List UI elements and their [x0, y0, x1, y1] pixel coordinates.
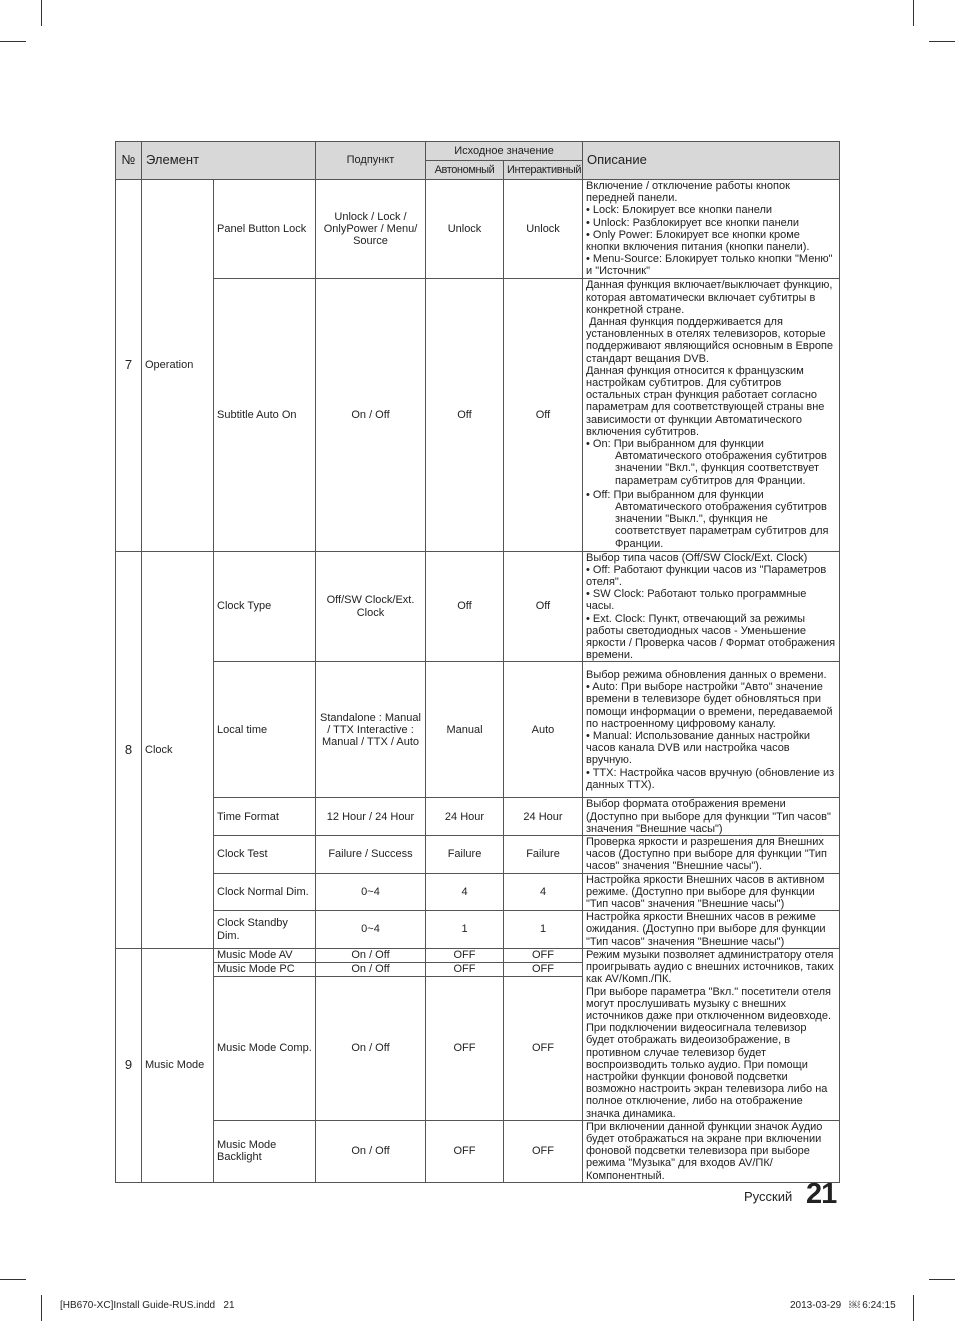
row-standalone: Off: [426, 278, 504, 551]
table-row: [116, 948, 840, 962]
row-options: 0~4: [316, 911, 426, 949]
row-description: Выбор режима обновления данных о времени. • Auto: При выборе настройки "Авто" значение времени в телевизоре будет обновляться при помощи информации о времени, передаваемой по настроенному цифровому каналу. • Manual: Использование данных настройки часов канала DVB или настройка часов вручную. • TTX: Настройка часов вручную (обновление из данных TTX).: [583, 662, 840, 798]
row-subitem: Clock Test: [214, 836, 316, 874]
row-subitem: Music Mode AV: [214, 948, 316, 962]
row-standalone: Unlock: [426, 180, 504, 279]
table-row: [116, 278, 840, 551]
row-subitem: Clock Type: [214, 551, 316, 662]
row-description: Настройка яркости Внешних часов в режиме ожидания. (Доступно при выборе для функции "Тип часов" значения "Внешние часы"): [583, 911, 840, 949]
row-interactive: OFF: [504, 977, 583, 1121]
row-standalone: 24 Hour: [426, 798, 504, 836]
table-row: [116, 180, 840, 279]
row-subitem: Time Format: [214, 798, 316, 836]
row-options: Off/SW Clock/Ext. Clock: [316, 551, 426, 662]
row-options: Failure / Success: [316, 836, 426, 874]
header-interactive: Интерактивный: [504, 161, 583, 180]
slug-file: [HB670-XC]Install Guide-RUS.indd 21: [60, 1300, 235, 1311]
row-interactive: 1: [504, 911, 583, 949]
table-row: [116, 551, 840, 662]
row-description: При включении данной функции значок Аудио будет отображаться на экране при включении фоновой подсветки телевизора при выборе режима "Музыка" для входов AV/ПК/Компонентный.: [583, 1120, 840, 1182]
row-options: 12 Hour / 24 Hour: [316, 798, 426, 836]
group-name: Operation: [142, 180, 214, 552]
table-row: [116, 911, 840, 949]
group-name: Clock: [142, 551, 214, 948]
header-default: Исходное значение: [426, 142, 583, 161]
row-interactive: OFF: [504, 962, 583, 976]
header-standalone: Автономный: [426, 161, 504, 180]
row-options: Unlock / Lock / OnlyPower / Menu/ Source: [316, 180, 426, 279]
header-no: №: [116, 142, 142, 180]
row-standalone: 4: [426, 873, 504, 911]
crop-mark: [913, 1295, 914, 1321]
crop-mark: [913, 0, 914, 26]
crop-mark: [929, 41, 955, 42]
crop-mark: [0, 1279, 26, 1280]
row-description: Включение / отключение работы кнопок передней панели. • Lock: Блокирует все кнопки панели • Unlock: Разблокирует все кнопки панели • Only Power: Блокирует все кнопки кроме кнопки включения питания (кнопки панели). • Menu-Source: Блокирует только кнопки "Меню" и "Источник": [583, 180, 840, 279]
row-interactive: Auto: [504, 662, 583, 798]
table-row: [116, 873, 840, 911]
row-interactive: Off: [504, 551, 583, 662]
footer-language: Русский: [744, 1189, 793, 1204]
row-interactive: Failure: [504, 836, 583, 874]
page-number: 21: [806, 1178, 837, 1210]
slug-date: 2013-03-29 ￼ 6:24:15: [790, 1300, 896, 1311]
group-name: Music Mode: [142, 948, 214, 1182]
row-subitem: Clock Standby Dim.: [214, 911, 316, 949]
row-interactive: 24 Hour: [504, 798, 583, 836]
row-description: Настройка яркости Внешних часов в активном режиме. (Доступно при выборе для функции "Тип часов" значения "Внешние часы"): [583, 873, 840, 911]
settings-table: [115, 141, 840, 1183]
row-standalone: Off: [426, 551, 504, 662]
row-options: 0~4: [316, 873, 426, 911]
row-standalone: OFF: [426, 1120, 504, 1182]
row-standalone: Manual: [426, 662, 504, 798]
row-description: Режим музыки позволяет администратору отеля проигрывать аудио с внешних источников, таких как AV/Комп./ПК. При выборе параметра "Вкл." посетители отеля могут прослушивать музыку с внешних источников даже при отключенном видеовходе. При подключении видеосигнала телевизор будет отображать видеоизображение, в противном случае телевизор будет воспроизводить только аудио. При помощи настройки функции фоновой подсветки возможно настроить экран телевизора либо на полное отключение, либо на отображение значка динамика.: [583, 948, 840, 1120]
table-row: [116, 662, 840, 798]
row-subitem: Clock Normal Dim.: [214, 873, 316, 911]
group-number: 7: [116, 180, 142, 552]
row-interactive: 4: [504, 873, 583, 911]
row-description: Проверка яркости и разрешения для Внешних часов (Доступно при выборе для функции "Тип часов" значения "Внешние часы").: [583, 836, 840, 874]
row-options: On / Off: [316, 278, 426, 551]
row-subitem: Local time: [214, 662, 316, 798]
table-row: [116, 1120, 840, 1182]
row-standalone: Failure: [426, 836, 504, 874]
header-sub: Подпункт: [316, 142, 426, 180]
row-subitem: Subtitle Auto On: [214, 278, 316, 551]
row-interactive: OFF: [504, 948, 583, 962]
row-options: On / Off: [316, 977, 426, 1121]
table-row: [116, 836, 840, 874]
crop-mark: [41, 0, 42, 26]
row-standalone: OFF: [426, 977, 504, 1121]
row-subitem: Panel Button Lock: [214, 180, 316, 279]
row-interactive: Off: [504, 278, 583, 551]
row-description: Выбор формата отображения времени (Доступно при выборе для функции "Тип часов" значения "Внешние часы"): [583, 798, 840, 836]
row-interactive: Unlock: [504, 180, 583, 279]
row-options: On / Off: [316, 948, 426, 962]
table-row: [116, 798, 840, 836]
row-interactive: OFF: [504, 1120, 583, 1182]
crop-mark: [41, 1295, 42, 1321]
row-description: Данная функция включает/выключает функцию, которая автоматически включает субтитры в конкретной стране. Данная функция поддерживается для установленных в отелях телевизоров, которые поддерживают являющийся основным в Европе стандарт вещания DVB. Данная функция относится к французским настройкам субтитров. Для субтитров остальных стран функция работает согласно параметрам для соответствующей страны вне зависимости от функции Автоматического включения субтитров. • On: При выбранном для функции Автоматического отображения субтитров значении "Вкл.", функция соответствует параметрам субтитров для Франции. • Off: При выбранном для функции Автоматического отображения субтитров значении "Выкл.", функция не соответствует параметрам субтитров для Франции.: [583, 278, 840, 551]
row-options: Standalone : Manual / TTX Interactive : Manual / TTX / Auto: [316, 662, 426, 798]
header-element: Элемент: [142, 142, 316, 180]
row-standalone: 1: [426, 911, 504, 949]
row-subitem: Music Mode PC: [214, 962, 316, 976]
crop-mark: [0, 41, 26, 42]
row-options: On / Off: [316, 962, 426, 976]
header-description: Описание: [583, 142, 840, 180]
row-subitem: Music Mode Backlight: [214, 1120, 316, 1182]
group-number: 8: [116, 551, 142, 948]
row-description: Выбор типа часов (Off/SW Clock/Ext. Clock) • Off: Работают функции часов из "Параметров отеля". • SW Clock: Работают только программные часы. • Ext. Clock: Пункт, отвечающий за режимы работы светодиодных часов - Уменьшение яркости / Проверка часов / Формат отображения времени.: [583, 551, 840, 662]
group-number: 9: [116, 948, 142, 1182]
row-subitem: Music Mode Comp.: [214, 977, 316, 1121]
row-standalone: OFF: [426, 962, 504, 976]
row-standalone: OFF: [426, 948, 504, 962]
crop-mark: [929, 1279, 955, 1280]
row-options: On / Off: [316, 1120, 426, 1182]
